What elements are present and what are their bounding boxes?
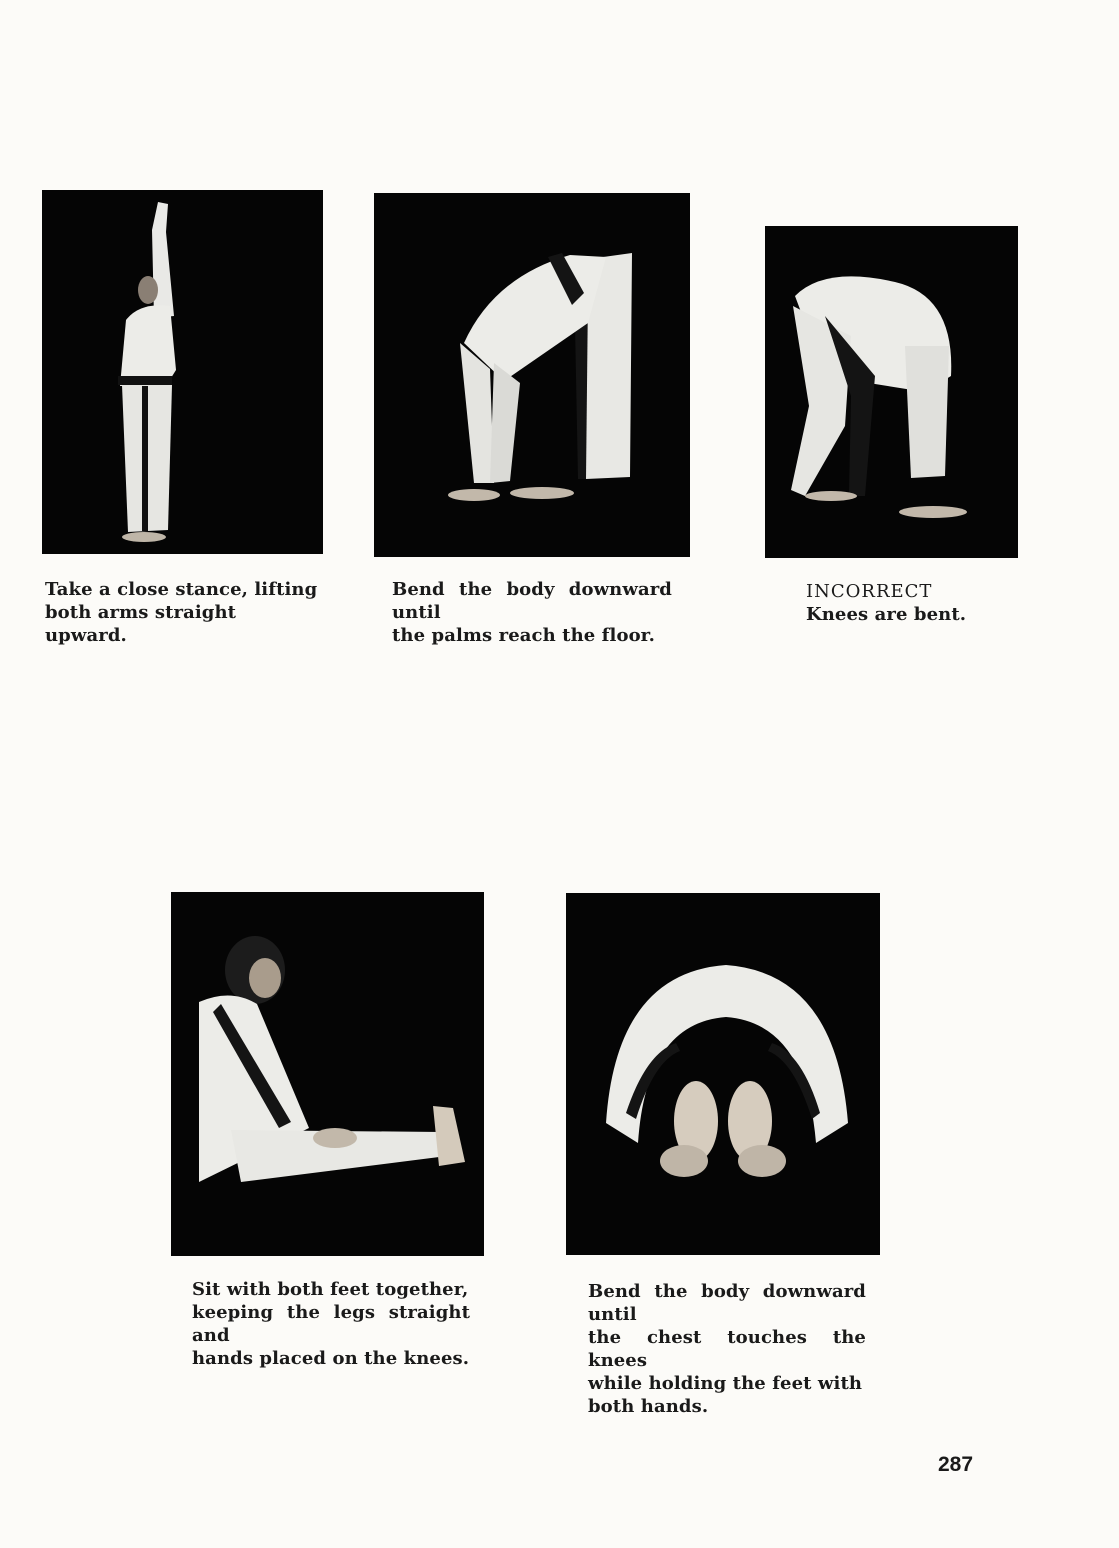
caption-line: Sit with both feet together, bbox=[192, 1279, 469, 1300]
caption-line: Bend the body downward until bbox=[588, 1281, 866, 1325]
caption-line: Knees are bent. bbox=[806, 604, 967, 625]
caption-seated-bend bbox=[588, 1280, 866, 1418]
caption-line: both hands. bbox=[588, 1396, 709, 1417]
caption-line: Take a close stance, lifting bbox=[45, 579, 318, 600]
figure-standing-bend-illustration bbox=[374, 193, 690, 557]
caption-incorrect-bend bbox=[806, 580, 1006, 626]
photo-standing-reach bbox=[42, 190, 323, 554]
photo-seated-start bbox=[171, 892, 484, 1256]
figure-incorrect-bend-illustration bbox=[765, 226, 1018, 558]
caption-line: while holding the feet with bbox=[588, 1373, 863, 1394]
caption-line: hands placed on the knees. bbox=[192, 1348, 470, 1369]
photo-seated-bend bbox=[566, 893, 880, 1255]
caption-line: Bend the body downward until bbox=[392, 579, 672, 623]
caption-line: both arms straight upward. bbox=[45, 602, 237, 646]
figure-seated-bend-illustration bbox=[566, 893, 880, 1255]
figure-seated-start-illustration bbox=[171, 892, 484, 1256]
photo-standing-bend bbox=[374, 193, 690, 557]
photo-incorrect-bend bbox=[765, 226, 1018, 558]
caption-line: keeping the legs straight and bbox=[192, 1302, 470, 1346]
caption-seated-start bbox=[192, 1278, 470, 1370]
caption-line: the palms reach the floor. bbox=[392, 625, 655, 646]
caption-standing-bend bbox=[392, 578, 672, 647]
caption-line: the chest touches the knees bbox=[588, 1327, 866, 1371]
figure-standing-reach-illustration bbox=[42, 190, 323, 554]
caption-standing-reach bbox=[45, 578, 323, 647]
page-number: 287 bbox=[938, 1453, 974, 1476]
incorrect-label: INCORRECT bbox=[806, 581, 933, 602]
